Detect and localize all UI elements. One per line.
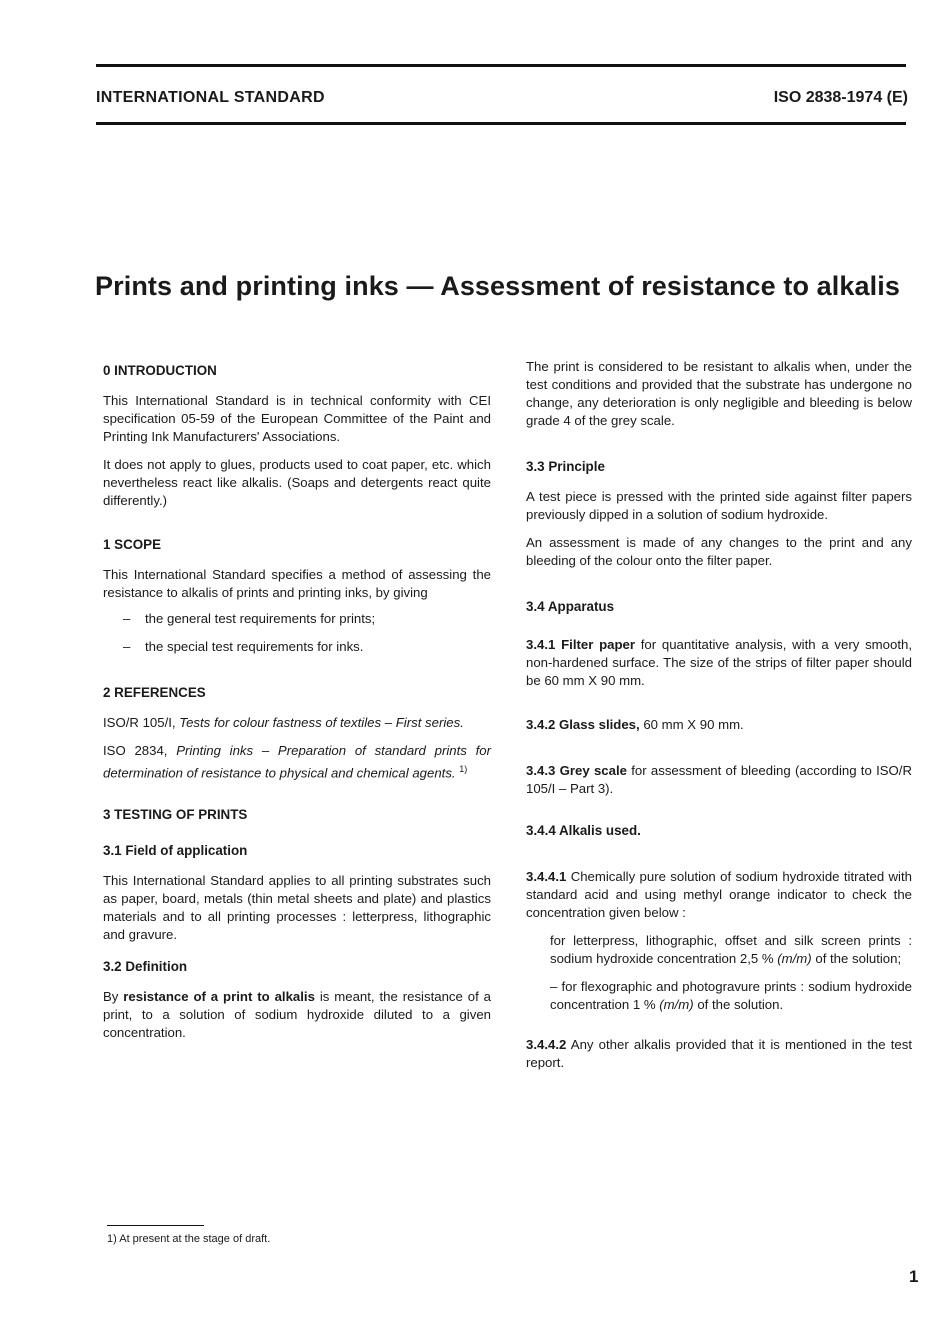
reference-item-2: ISO 2834, Printing inks – Preparation of standard prints for determination of resistance to physical and chemical agents. $^{1)}$	[103, 743, 491, 781]
document-title: Prints and printing inks — Assessment of resistance to alkalis	[95, 271, 900, 301]
subsection-definition-heading: 3.2 Definition	[103, 959, 188, 975]
scope-paragraph: This International Standard specifies a method of assessing the resistance to alkalis of prints and printing inks, by giving	[103, 567, 491, 600]
alkalis-other: 3.4.4.2 Any other alkalis provided that it is mentioned in the test report.	[526, 1037, 912, 1070]
header-rule-top	[96, 64, 906, 67]
footnote-rule	[107, 1225, 204, 1226]
header-standard-number: ISO 2838-1974 (E)	[773, 89, 908, 106]
alkalis-item-flexographic: – for flexographic and photogravure prints : sodium hydroxide concentration 1 % (m/m) of the solution.	[550, 979, 912, 1012]
header-rule-bottom	[96, 122, 906, 125]
alkalis-item-letterpress: for letterpress, lithographic, offset and silk screen prints : sodium hydroxide concentration 2,5 % (m/m) of the solution;	[550, 933, 912, 966]
footnote-text: 1) At present at the stage of draft.	[107, 1233, 271, 1245]
header-standard-type: INTERNATIONAL STANDARD	[96, 89, 325, 106]
principle-paragraph-1: A test piece is pressed with the printed side against filter papers previously dipped in a solution of sodium hydroxide.	[526, 489, 912, 522]
scope-list-item-inks: – the special test requirements for inks.	[123, 639, 364, 654]
footnote-marker: 1)	[459, 764, 468, 774]
section-references-heading: 2 REFERENCES	[103, 685, 206, 700]
left-column	[103, 362, 491, 1042]
scope-list-item-prints: – the general test requirements for prints;	[123, 611, 376, 626]
subsection-apparatus-heading: 3.4 Apparatus	[526, 599, 615, 614]
apparatus-glass-slides: 3.4.2 Glass slides, 60 mm X 90 mm.	[526, 717, 744, 732]
apparatus-grey-scale: 3.4.3 Grey scale for assessment of bleeding (according to ISO/R 105/I – Part 3).	[526, 763, 912, 796]
intro-paragraph-2: It does not apply to glues, products used to coat paper, etc. which nevertheless react like alkalis. (Soaps and detergents react quite differently.)	[103, 457, 491, 508]
section-introduction-heading: 0 INTRODUCTION	[103, 363, 217, 378]
alkalis-sodium-hydroxide: 3.4.4.1 Chemically pure solution of sodium hydroxide titrated with standard acid and using methyl orange indicator to check the concentration given below :	[526, 869, 912, 920]
apparatus-filter-paper: 3.4.1 Filter paper for quantitative analysis, with a very smooth, non-hardened surface. The size of the strips of filter paper should be 60 mm X 90 mm.	[526, 637, 912, 688]
section-testing-heading: 3 TESTING OF PRINTS	[103, 807, 248, 823]
principle-paragraph-2: An assessment is made of any changes to the print and any bleeding of the colour onto the filter paper.	[526, 535, 912, 568]
definition-continuation: The print is considered to be resistant to alkalis when, under the test conditions and provided that the substrate has undergone no change, any deterioration is only negligible and bleeding is below grade 4 of the grey scale.	[526, 359, 912, 428]
page-number: 1	[909, 1267, 919, 1286]
intro-paragraph-1: This International Standard is in technical conformity with CEI specification 05-59 of the European Committee of the Paint and Printing Ink Manufacturers' Associations.	[103, 393, 491, 444]
subsection-field-heading: 3.1 Field of application	[103, 843, 248, 859]
right-column	[526, 358, 912, 1072]
field-paragraph: This International Standard applies to all printing substrates such as paper, board, metals (thin metal sheets and plate) and plastics materials and to all printing processes : letterpress, lithographic and gravure.	[103, 873, 491, 943]
section-scope-heading: 1 SCOPE	[103, 537, 162, 552]
apparatus-alkalis-heading: 3.4.4 Alkalis used.	[526, 823, 641, 838]
subsection-principle-heading: 3.3 Principle	[526, 459, 605, 474]
definition-paragraph: By resistance of a print to alkalis is meant, the resistance of a print, to a solution of sodium hydroxide diluted to a given concentration.	[103, 989, 491, 1041]
reference-item-1: ISO/R 105/I, Tests for colour fastness of textiles – First series.	[103, 715, 464, 730]
